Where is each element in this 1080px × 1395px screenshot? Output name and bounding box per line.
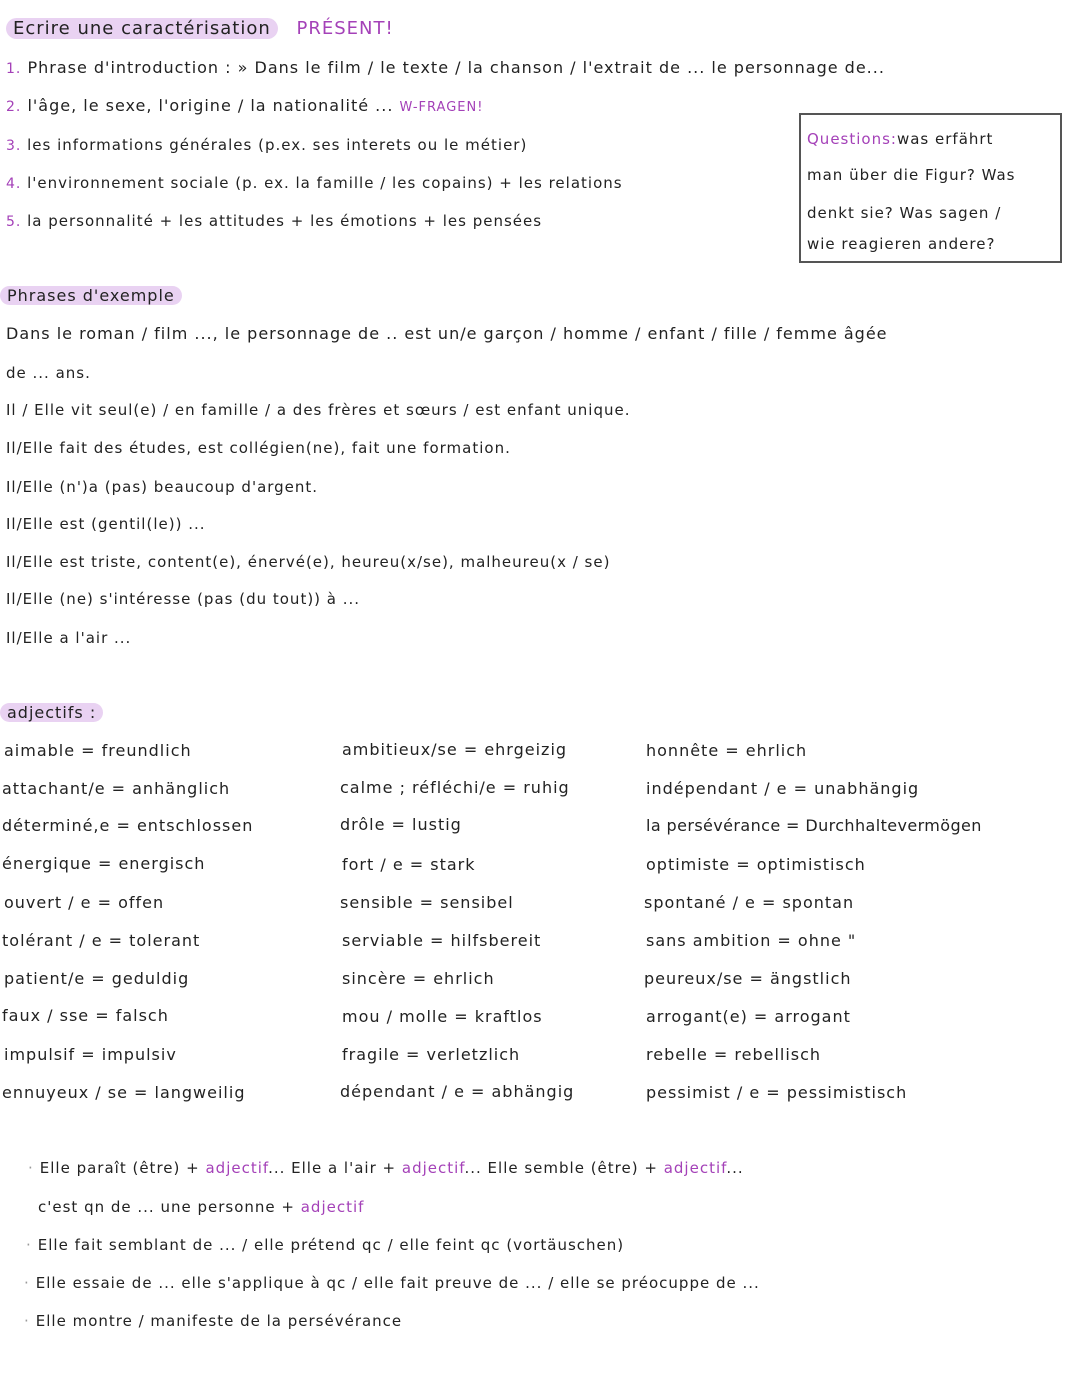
adjective-item: la persévérance = Durchhaltevermögen [646, 816, 982, 835]
step-4 [6, 174, 623, 192]
questions-label: Questions: [807, 130, 897, 148]
bullet-icon: · [24, 1274, 30, 1292]
page-title-row [6, 18, 394, 39]
example-sentence: Il/Elle a l'air ... [6, 629, 132, 647]
adjective-item: patient/e = geduldig [4, 969, 190, 988]
phrase-text: ... Elle semble (être) + [464, 1159, 658, 1177]
step-1 [6, 58, 885, 77]
phrase-text: ... Elle a l'air + [268, 1159, 397, 1177]
example-sentence: Il/Elle (n')a (pas) beaucoup d'argent. [6, 478, 319, 496]
adjectives-title [0, 703, 103, 722]
example-sentence: Il / Elle vit seul(e) / en famille / a des frères et sœurs / est enfant unique. [6, 401, 631, 419]
adjective-item: faux / sse = falsch [2, 1006, 169, 1025]
adjectif-accent: adjectif [300, 1198, 365, 1216]
adjective-item: ennuyeux / se = langweilig [2, 1083, 246, 1102]
adjective-item: drôle = lustig [340, 815, 462, 834]
step-text: l'âge, le sexe, l'origine / la nationalité ... [27, 96, 394, 115]
adjective-item: peureux/se = ängstlich [644, 969, 852, 988]
phrase-line-5 [24, 1312, 402, 1330]
phrase-text: c'est qn de ... une personne + [38, 1198, 295, 1216]
step-number: 5. [6, 214, 22, 230]
phrase-text: Elle montre / manifeste de la persévérance [35, 1312, 403, 1330]
step-text: l'environnement sociale (p. ex. la famille / les copains) + les relations [27, 174, 623, 192]
adjective-item: déterminé,e = entschlossen [2, 816, 254, 835]
adjective-item: dépendant / e = abhängig [340, 1082, 575, 1101]
step-number: 3. [6, 138, 22, 154]
adjectif-accent: adjectif [663, 1159, 727, 1177]
adjective-item: indépendant / e = unabhängig [646, 779, 920, 798]
adjectif-accent: adjectif [205, 1159, 269, 1177]
phrase-line-2 [38, 1198, 364, 1216]
questions-text: man über die Figur? Was [807, 166, 1016, 184]
adjective-item: calme ; réfléchi/e = ruhig [340, 778, 570, 797]
bullet-icon: · [26, 1236, 32, 1254]
adjectif-accent: adjectif [401, 1159, 465, 1177]
tense-label: PRÉSENT! [296, 18, 394, 39]
questions-text: denkt sie? Was sagen / [807, 204, 1002, 222]
example-sentence: Dans le roman / film ..., le personnage de .. est un/e garçon / homme / enfant / fille / femme âgée [6, 324, 888, 343]
phrase-text: Elle fait semblant de ... / elle prétend qc / elle feint qc (vortäuschen) [37, 1236, 625, 1254]
adjective-item: ambitieux/se = ehrgeizig [342, 740, 568, 759]
adjective-item: spontané / e = spontan [644, 893, 855, 912]
phrase-line-1 [28, 1159, 744, 1177]
adjective-item: rebelle = rebellisch [646, 1045, 822, 1064]
adjective-item: optimiste = optimistisch [646, 855, 866, 874]
questions-box [799, 113, 1062, 263]
questions-text: wie reagieren andere? [807, 235, 996, 253]
adjective-item: aimable = freundlich [4, 741, 192, 760]
phrase-text: ... [726, 1159, 744, 1177]
adjective-item: tolérant / e = tolerant [2, 931, 201, 950]
page-title: Ecrire une caractérisation [6, 18, 278, 39]
adjective-item: sincère = ehrlich [342, 969, 495, 988]
adjective-item: pessimist / e = pessimistisch [646, 1083, 908, 1102]
example-sentence: Il/Elle fait des études, est collégien(ne), fait une formation. [6, 439, 511, 457]
examples-title [0, 286, 182, 305]
adjective-item: ouvert / e = offen [4, 893, 165, 912]
adjective-item: serviable = hilfsbereit [342, 931, 542, 950]
adjective-item: honnête = ehrlich [646, 741, 808, 760]
phrase-line-3 [26, 1236, 624, 1254]
bullet-icon: · [24, 1312, 30, 1330]
questions-line [807, 129, 1054, 149]
questions-text: was erfährt [896, 130, 994, 148]
adjective-item: sensible = sensibel [340, 893, 514, 912]
step-3 [6, 136, 527, 154]
phrase-text: Elle essaie de ... elle s'applique à qc / elle fait preuve de ... / elle se préocuppe de ... [35, 1274, 760, 1292]
adjective-item: arrogant(e) = arrogant [646, 1007, 851, 1026]
step-2 [6, 96, 483, 115]
step-text: la personnalité + les attitudes + les émotions + les pensées [27, 212, 543, 230]
step-text: les informations générales (p.ex. ses interets ou le métier) [27, 136, 528, 154]
step-number: 1. [6, 61, 22, 77]
phrase-text: Elle paraît (être) + [39, 1159, 200, 1177]
adjective-item: sans ambition = ohne " [646, 931, 857, 950]
w-fragen-note: W-FRAGEN! [399, 100, 484, 115]
adjectives-heading: adjectifs : [0, 703, 103, 722]
adjective-item: mou / molle = kraftlos [342, 1007, 543, 1026]
examples-heading: Phrases d'exemple [0, 286, 182, 305]
phrase-line-4 [24, 1274, 760, 1292]
step-text: Phrase d'introduction : » Dans le film / le texte / la chanson / l'extrait de ... le personnage de... [27, 58, 885, 77]
adjective-item: énergique = energisch [2, 854, 206, 873]
adjective-item: attachant/e = anhänglich [2, 779, 231, 798]
example-sentence: de ... ans. [6, 364, 91, 382]
example-sentence: Il/Elle est (gentil(le)) ... [6, 515, 206, 533]
bullet-icon: · [28, 1159, 34, 1177]
adjective-item: impulsif = impulsiv [4, 1045, 177, 1064]
step-number: 2. [6, 99, 22, 115]
example-sentence: Il/Elle est triste, content(e), énervé(e), heureu(x/se), malheureu(x / se) [6, 553, 611, 571]
step-number: 4. [6, 176, 22, 192]
adjective-item: fort / e = stark [342, 855, 476, 874]
adjective-item: fragile = verletzlich [342, 1045, 521, 1064]
example-sentence: Il/Elle (ne) s'intéresse (pas (du tout)) à ... [6, 590, 361, 608]
step-5 [6, 212, 542, 230]
